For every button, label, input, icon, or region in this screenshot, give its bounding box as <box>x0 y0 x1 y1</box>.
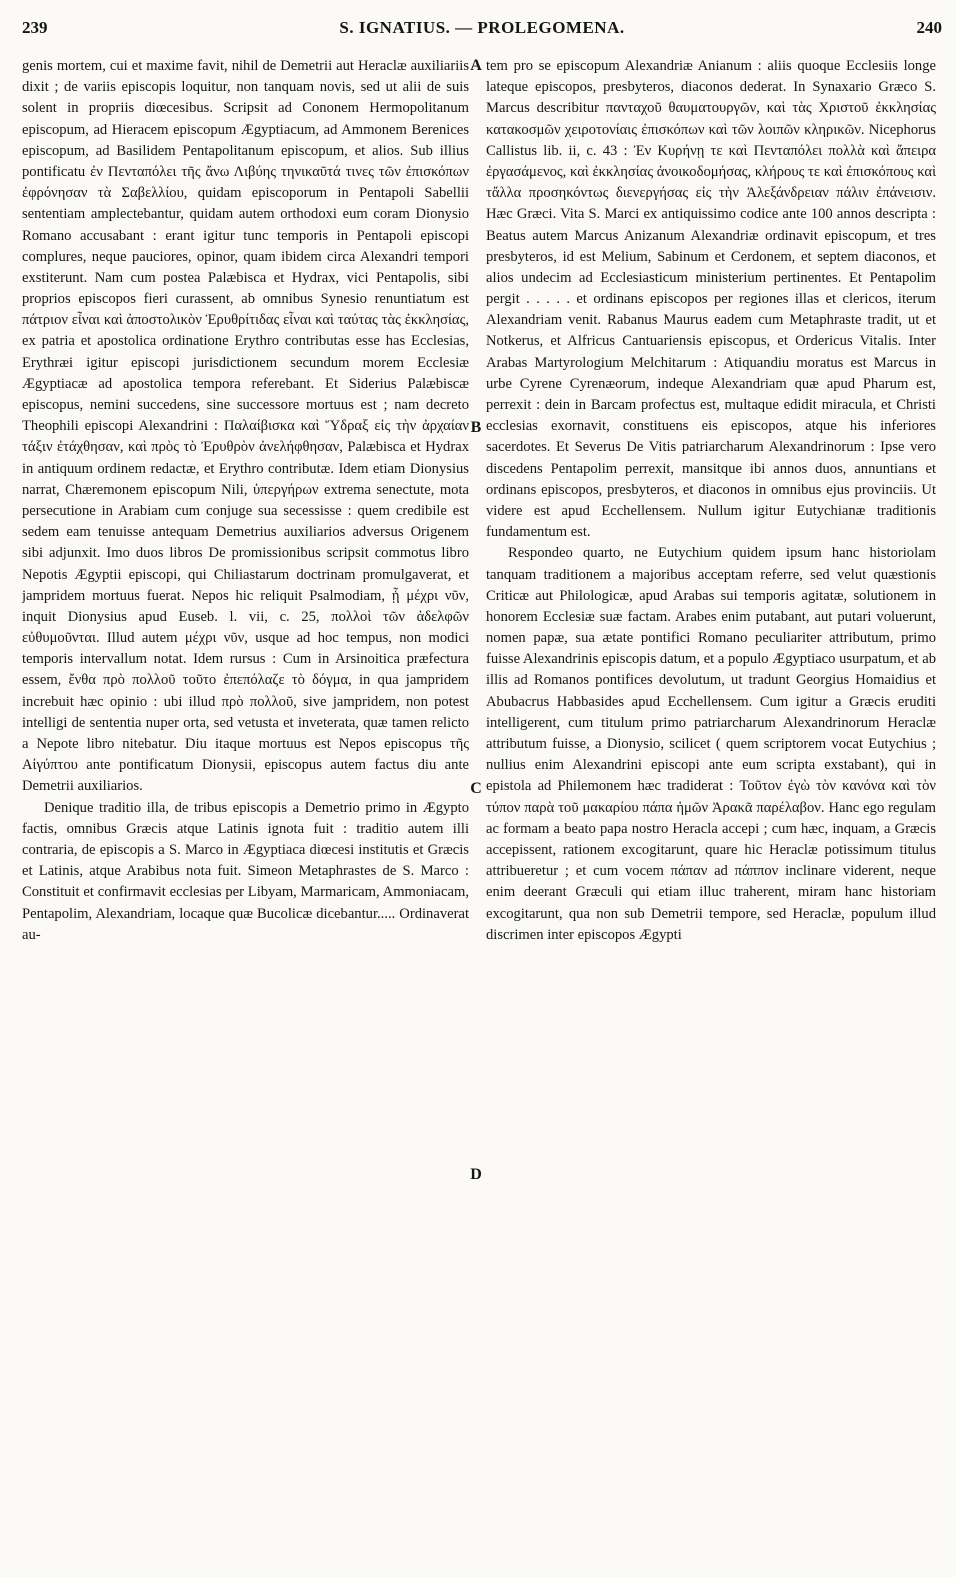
page-number-left: 239 <box>22 18 48 37</box>
left-paragraph-2: Denique traditio illa, de tribus episcopis a Demetrio primo in Ægypto factis, omnibus Græcis atque Latinis ignota fuit : traditio autem illi contraria, de episcopis a S. Marco in Ægyptiaca diœcesi institutis et Græcis et Latinis, atque Arabibus nota fuit. Simeon Metaphrastes de S. Marco : Constituit et confirmavit ecclesias per Libyam, Marmaricam, Ammoniacam, Pentapolim, Alexandriam, locaque quæ Bucolicæ dicebantur..... Ordinaverat au- <box>22 799 469 943</box>
page-number-right: 240 <box>916 18 942 37</box>
margin-letter-b: B <box>470 419 482 436</box>
running-header <box>22 18 942 48</box>
left-column <box>22 56 469 1566</box>
running-title: S. IGNATIUS. — PROLEGOMENA. <box>339 18 625 37</box>
margin-letter-a: A <box>470 57 482 74</box>
left-paragraph-1: genis mortem, cui et maxime favit, nihil de Demetrii aut Heraclæ auxiliariis dixit ; de variis episcopis loquitur, non tanquam novis, sed ut alii de suis solent in propriis diœcesibus. Scripsit ad Cononem Hermopolitanum episcopum, ad Hieracem episcopum Ægyptiacum, ad Ammonem Berenices episcopum, ad Basilidem Pentapolitanum episcopum, et alios. Sub illius pontificatu ἐν Πενταπόλει τῆς ἄνω Λιβύης τηνικαῦτά τινες τῶν ἐπισκόπων ἐφρόνησαν τὰ Σαβελλίου, quidam episcoporum in Pentapoli Sabellii sententiam amplectebantur, quidam autem orthodoxi eum coram Dionysio Romano accusabant : erant igitur tunc temporis in Pentapoli episcopi complures, neque pauciores, opinor, quam ibidem circa Alexandri tempori exstiterunt. Nam cum postea Palæbisca et Hydrax, vici Pentapolis, sibi proprios episcopos fieri curassent, ab omnibus Synesio renuntiatum est πάτριον εἶναι καὶ ἀποστολικὸν Ἐρυθρίτιδας εἶναι καὶ ταύτας τὰς ἐκκλησίας, ex patria et apostolica ordinatione Erythro contributas esse has Ecclesias, Erythræi igitur episcopi jurisdictionem secundum morem Ecclesiæ Ægyptiacæ ad apostolica tempora referebant. Et Siderius Palæbiscæ episcopus, nemini succedens, sine successore mortuus est ; nam decreto Theophili episcopi Alexandrini : Παλαίβισκα καὶ Ὕδραξ εἰς τὴν ἀρχαίαν τάξιν ἐτάχθησαν, καὶ πρὸς τὸ Ἐρυθρὸν ἀνελήφθησαν, Palæbisca et Hydrax in antiquum ordinem redactæ, et Erythro contributæ. Idem etiam Dionysius narrat, Chæremonem episcopum Nili, ὑπεργήρων extrema senectute, mota persecutione in Arabiam cum conjuge sua secessisse : quem credibile est sedem eam tenuisse antequam Demetrius auxiliarios adversus Origenem sibi adjunxit. Imo duos libros De promissionibus scripsit commotus libro Nepotis Ægyptii episcopi, qui Chiliastarum doctrinam promulgaverat, et jampridem mortuus fuerat. Nepos hic reliquit Psalmodiam, ᾗ μέχρι νῦν, inquit Dionysius apud Euseb. l. vii, c. 25, πολλοὶ τῶν ἀδελφῶν εὐθυμοῦνται. Illud autem μέχρι νῦν, usque ad hoc tempus, non modici temporis intervallum notat. Idem rursus : Cum in Arsinoitica præfectura essem, ἔνθα πρὸ πολλοῦ τοῦτο ἐπεπόλαζε τὸ δόγμα, in qua jampridem increbuit hæc opinio : ubi illud πρὸ πολλοῦ, sive jampridem, non potest intelligi de sententia nuper orta, sed vetusta et inveterata, quæ tamen relicto a Nepote libro nitebatur. Diu itaque mortuus est Nepos episcopus τῆς Αἰγύπτου ante pontificatum Dionysii, episcopus autem factus diu ante Demetrii auxiliarios. <box>22 58 469 795</box>
right-column <box>486 56 936 1566</box>
margin-letter-d: D <box>470 1166 482 1183</box>
right-paragraph-2: Respondeo quarto, ne Eutychium quidem ipsum hanc historiolam tanquam traditionem a majoribus acceptam referre, sed velut quæstionis Criticæ aut Philologicæ, apud Arabas sui temporis agitatæ, solutionem in honorem Ecclesiæ suæ factam. Arabes enim putabant, aut putari voluerunt, nomen papæ, sua ætate pontifici Romano peculiariter attributum, primo fuisse Alexandrinis episcopis datum, et a populo Ægyptiaco usurpatum, et ab illis ad Romanos pontifices devolutum, ut tradunt Georgius Homaidius et Abubacrus Habbasides apud Ecchellensem. Cum igitur a Græcis eruditi intelligerent, cum titulum primo patriarcharum Alexandrinorum Heraclæ attributum fuisse, a Dionysio, scilicet ( quem scriptorem vocat Eutychius ; nullius enim Alexandrini episcopi ante eum scripta exstabant), qui in epistola ad Philemonem hæc tradiderat : Τοῦτον ἐγὼ τὸν κανόνα καὶ τὸν τύπον παρὰ τοῦ μακαρίου πάπα ἡμῶν Ἀρακᾶ παρέλαβον. Hanc ego regulam ac formam a beato papa nostro Heracla accepi ; cum hæc, inquam, a Græcis accepissent, rationem excogitarunt, quare hic Heraclæ potissimum titulus attribueretur ; et cum vocem πάπαν ad πάππον inclinare viderent, neque enim deerant Græculi qui etiam illuc traherent, miram hanc historiam excogitarunt, qua non sub Demetrii tempore, sed Heraclæ, populum illud discrimen inter episcopos Ægypti <box>486 545 936 943</box>
right-paragraph-1: tem pro se episcopum Alexandriæ Anianum : aliis quoque Ecclesiis longe lateque episcopos, presbyteros, diaconos dederat. In Synaxario Græco S. Marcus describitur πανταχοῦ θαυματουργῶν, καὶ τὰς Χριστοῦ ἐκκλησίας κατακοσμῶν χειροτονίαις ἐπισκόπων καὶ τῶν λοιπῶν κληρικῶν. Nicephorus Callistus lib. ii, c. 43 : Ἐν Κυρήνῃ τε καὶ Πενταπόλει πολλὰ καὶ ἄπειρα ἐργασάμενος, καὶ ἐκκλησίας ἀνοικοδομήσας, κλήρους τε καὶ ἐπισκόπους καὶ τἄλλα προσηκόντως διενεργήσας εἰς τὴν Ἀλεξάνδρειαν πάλιν ἐπάνεισιν. Hæc Græci. Vita S. Marci ex antiquissimo codice ante 100 annos descripta : Beatus autem Marcus Anizanum Alexandriæ ordinavit episcopum, et tres presbyteros, id est Melium, Sabinum et Cerdonem, et septem diaconos, et alios undecim ad Ecclesiasticum ministerium pertinentes. Et Pentapolim pergit . . . . . et ordinans episcopos per regiones illas et clericos, iterum Alexandriam venit. Rabanus Maurus eadem cum Metaphraste tradit, ut et Notkerus, et Alfricus Cantuariensis episcopus, et Ordericus Vitalis. Inter Arabas Martyrologium Melchitarum : Atiquandiu moratus est Marcus in urbe Cyrene Cyrenæorum, indeque Alexandriam quæ apud Pharum est, perrexit : dein in Barcam profectus est, multaque edidit miracula, et Christi ecclesias exornavit, constituens eis episcopos, atque his inferiores sacerdotes. Et Severus De Vitis patriarcharum Alexandrinorum : Ipse vero discedens Pentapolim perrexit, mansitque ibi annos duos, annuntians et ordinans episcopos, presbyteros, et diaconos in omnibus ejus provinciis. Ut videre est apud Ecchellensem. Nullum igitur Eutychianæ traditionis fundamentum est. <box>486 58 936 541</box>
margin-letter-c: C <box>470 780 482 797</box>
